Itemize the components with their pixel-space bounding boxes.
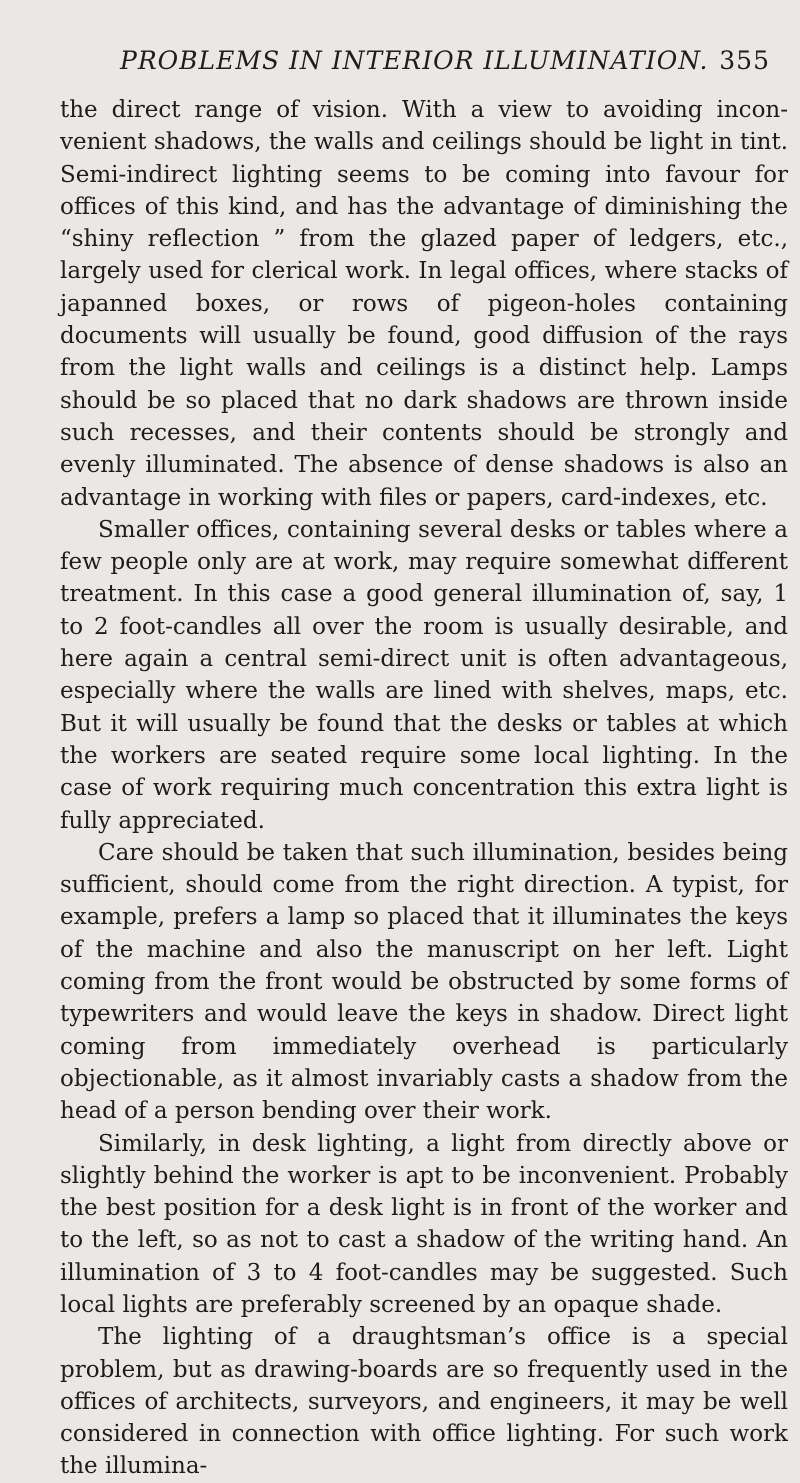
paragraph-3: Care should be taken that such illumination, besides being sufficient, should come from the right direction. A typist, for example, prefers a lamp so placed that it illuminates the keys of the machine and also the manuscript on her left. Light coming from the front would be obstructed by some forms of typewriters and would leave the keys in shadow. Direct light coming from immediately overhead is particularly objectionable, as it almost invariably casts a shadow from the head of a person bending over their work. xyxy=(60,839,788,1125)
paragraph-2: Smaller offices, containing several desks or tables where a few people only are at work, may require somewhat different treatment. In this case a good general illumination of, say, 1 to 2 foot-candles all over the room is usually desirable, and here again a central semi-direct unit is often advantageous, especially where the walls are lined with shelves, maps, etc. But it will usually be found that the desks or tables at which the workers are seated require some local lighting. In the case of work requiring much concentration this extra light is fully appreciated. xyxy=(60,516,788,834)
body-text xyxy=(60,94,788,1483)
paragraph-5: The lighting of a draughtsman’s office is a special problem, but as drawing-boards are so frequently used in the offices of architects, surveyors, and engineers, it may be well considered in connection with office lighting. For such work the illumina- xyxy=(60,1324,788,1480)
running-head xyxy=(120,46,770,86)
running-head-title: PROBLEMS IN INTERIOR ILLUMINATION. xyxy=(120,46,709,75)
paragraph-1: the direct range of vision. With a view to avoiding incon-venient shadows, the walls and ceilings should be light in tint. Semi-indirect lighting seems to be coming into favour for offices of this kind, and has the advantage of diminishing the “shiny reflection ” from the glazed paper of ledgers, etc., largely used for clerical work. In legal offices, where stacks of japanned boxes, or rows of pigeon-holes containing documents will usually be found, good diffusion of the rays from the light walls and ceilings is a distinct help. Lamps should be so placed that no dark shadows are thrown inside such recesses, and their contents should be strongly and evenly illuminated. The absence of dense shadows is also an advantage in working with files or papers, card-indexes, etc. xyxy=(60,97,788,511)
page-number: 355 xyxy=(719,46,770,75)
paragraph-4: Similarly, in desk lighting, a light from directly above or slightly behind the worker is apt to be inconvenient. Probably the best position for a desk light is in front of the worker and to the left, so as not to cast a shadow of the writing hand. An illumination of 3 to 4 foot-candles may be suggested. Such local lights are preferably screened by an opaque shade. xyxy=(60,1130,788,1318)
